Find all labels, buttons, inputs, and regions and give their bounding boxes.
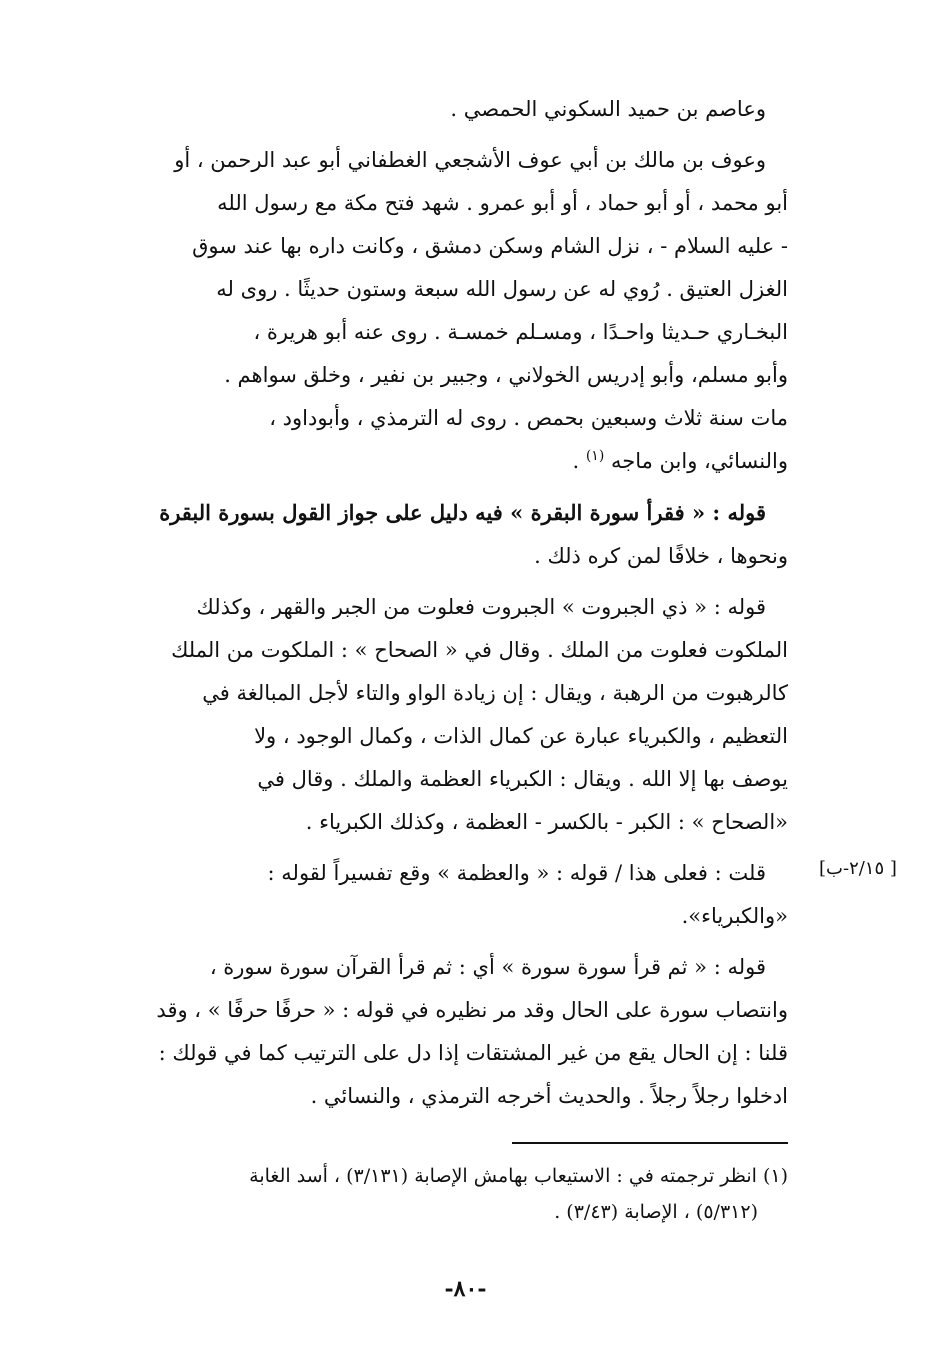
paragraph-awf-line: [108, 440, 788, 483]
paragraph-awf-line: [108, 268, 788, 311]
line: قوله : « فقرأ سورة البقرة » فيه دليل على جواز القول بسورة البقرة: [159, 500, 766, 525]
line: قوله : « ثم قرأ سورة سورة » أي : ثم قرأ القرآن سورة سورة ،: [209, 955, 766, 979]
line-end: .: [572, 449, 580, 473]
footnotes: [108, 1158, 788, 1230]
footnote-marker[interactable]: (١): [585, 448, 605, 464]
line: وعاصم بن حميد السكوني الحمصي .: [450, 97, 766, 121]
line: والنسائي، وابن ماجه: [610, 449, 788, 473]
paragraph-qultu-line: [108, 895, 788, 938]
paragraph-jabarut: [108, 586, 788, 629]
folio-label: [ ٢/١٥-ب]: [819, 858, 897, 879]
paragraph-awf-line: [108, 354, 788, 397]
line: ونحوها ، خلافًا لمن كره ذلك .: [534, 544, 788, 568]
line: «الصحاح » : الكبر - بالكسر - العظمة ، وكذلك الكبرياء .: [305, 810, 788, 834]
paragraph-jabarut-line: [108, 758, 788, 801]
paragraph-baqara: [108, 491, 788, 535]
paragraph-qultu: [108, 852, 788, 895]
line: وانتصاب سورة على الحال وقد مر نظيره في قوله : « حرفًا حرفًا » ، وقد: [156, 998, 788, 1022]
paragraph-awf-line: [108, 397, 788, 440]
paragraph-surah-line: [108, 1075, 788, 1118]
paragraph-jabarut-line: [108, 801, 788, 844]
paragraph-baqara-line: [108, 535, 788, 578]
line: ادخلوا رجلاً رجلاً . والحديث أخرجه الترمذي ، والنسائي .: [310, 1084, 788, 1108]
paragraph-asim: [108, 88, 788, 131]
line: - عليه السلام - ، نزل الشام وسكن دمشق ، وكانت داره بها عند سوق: [192, 234, 788, 258]
line: قوله : « ذي الجبروت » الجبروت فعلوت من الجبر والقهر ، وكذلك: [196, 595, 766, 619]
line: كالرهبوت من الرهبة ، ويقال : إن زيادة الواو والتاء لأجل المبالغة في: [202, 681, 788, 705]
paragraph-awf-line: [108, 311, 788, 354]
line: وعوف بن مالك بن أبي عوف الأشجعي الغطفاني أبو عبد الرحمن ، أو: [174, 148, 766, 172]
paragraph-surah-line: [108, 989, 788, 1032]
line: قلنا : إن الحال يقع من غير المشتقات إذا دل على الترتيب كما في قولك :: [158, 1041, 788, 1065]
footnote-line: (٥/٣١٢) ، الإصابة (٣/٤٣) .: [554, 1201, 758, 1223]
line: البخـاري حـديثا واحـدًا ، ومسـلم خمسـة . روى عنه أبو هريرة ،: [253, 320, 788, 344]
paragraph-jabarut-line: [108, 629, 788, 672]
paragraph-awf: [108, 139, 788, 182]
footnote-divider: [512, 1142, 788, 1144]
paragraph-awf-line: [108, 225, 788, 268]
footnote-line: (١) انظر ترجمته في : الاستيعاب بهامش الإصابة (٣/١٣١) ، أسد الغابة: [249, 1165, 788, 1187]
paragraph-awf-line: [108, 182, 788, 225]
line: يوصف بها إلا الله . ويقال : الكبرياء العظمة والملك . وقال في: [257, 767, 788, 791]
line: أبو محمد ، أو أبو حماد ، أو أبو عمرو . شهد فتح مكة مع رسول الله: [217, 191, 788, 215]
page-number: -٨٠-: [444, 1276, 487, 1302]
line: التعظيم ، والكبرياء عبارة عن كمال الذات ، وكمال الوجود ، ولا: [254, 724, 788, 748]
main-text: [108, 88, 788, 1118]
paragraph-surah: [108, 946, 788, 989]
line: مات سنة ثلاث وسبعين بحمص . روى له الترمذي ، وأبوداود ،: [269, 406, 788, 430]
line: الملكوت فعلوت من الملك . وقال في « الصحاح » : الملكوت من الملك: [171, 638, 788, 662]
line: وأبو مسلم، وأبو إدريس الخولاني ، وجبير بن نفير ، وخلق سواهم .: [224, 363, 788, 387]
line: قلت : فعلى هذا / قوله : « والعظمة » وقع تفسيراً لقوله :: [267, 861, 766, 885]
paragraph-surah-line: [108, 1032, 788, 1075]
paragraph-jabarut-line: [108, 672, 788, 715]
line: الغزل العتيق . رُوي له عن رسول الله سبعة وستون حديثًا . روى له: [216, 277, 788, 301]
line: «والكبرياء».: [681, 904, 788, 928]
paragraph-jabarut-line: [108, 715, 788, 758]
